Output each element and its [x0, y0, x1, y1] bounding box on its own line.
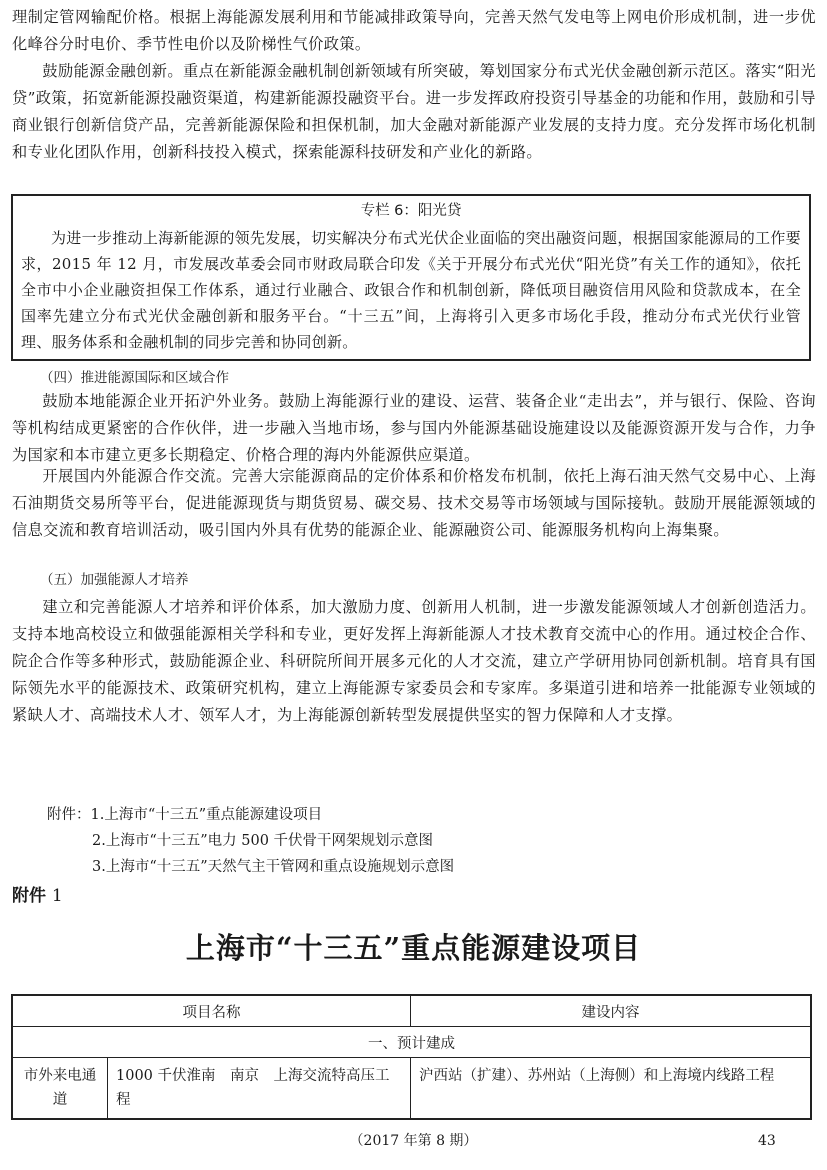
- paragraph-cooperation-exchange: 开展国内外能源合作交流。完善大宗能源商品的定价体系和价格发布机制，依托上海石油天然气交易中心、上海石油期货交易所等平台，促进能源现货与期货贸易、碳交易、技术交易等市场领域与国际接轨。鼓励开展能源领域的信息交流和教育培训活动，吸引国内外具有优势的能源企业、能源融资公司、能源服务机构向上海集聚。: [12, 467, 816, 539]
- issue-footer: （2017 年第 8 期）: [349, 1133, 478, 1149]
- table-header-row: [12, 995, 811, 1027]
- attachment-item: 1.上海市“十三五”重点能源建设项目: [90, 807, 323, 823]
- paragraph-pricing: 理制定管网输配价格。根据上海能源发展利用和节能减排政策导向，完善天然气发电等上网电价形成机制，进一步优化峰谷分时电价、季节性电价以及阶梯性气价政策。: [12, 8, 816, 53]
- table-section-row: [12, 1027, 811, 1058]
- attachment-label: 附件：: [47, 807, 91, 823]
- annex-label-text: 附件: [12, 886, 46, 906]
- header-project-name: 项目名称: [12, 995, 411, 1027]
- attachment-item: 2.上海市“十三五”电力 500 千伏骨干网架规划示意图: [92, 833, 434, 849]
- attachment-list: [47, 804, 322, 826]
- paragraph-outbound-business: 鼓励本地能源企业开拓沪外业务。鼓励上海能源行业的建设、运营、装备企业“走出去”，并与银行、保险、咨询等机构结成更紧密的合作伙伴，进一步融入当地市场，参与国内外能源基础设施建设以及能源资源开发与合作，力争为国家和本市建立更多长期稳定、价格合理的海内外能源供应渠道。: [12, 392, 816, 464]
- annex-label: [12, 884, 63, 908]
- section-heading-5: （五）加强能源人才培养: [40, 572, 189, 588]
- annex-number: 1: [51, 886, 63, 906]
- header-construction-content: 建设内容: [411, 995, 812, 1027]
- document-title: 上海市“十三五”重点能源建设项目: [185, 931, 642, 965]
- row-content: 沪西站（扩建）、苏州站（上海侧）和上海境内线路工程: [411, 1058, 812, 1120]
- projects-table: [11, 994, 812, 1120]
- row-project-name: 1000 千伏淮南 南京 上海交流特高压工程: [108, 1058, 411, 1120]
- paragraph-energy-finance: 鼓励能源金融创新。重点在新能源金融机制创新领域有所突破，筹划国家分布式光伏金融创新示范区。落实“阳光贷”政策，拓宽新能源投融资渠道，构建新能源投融资平台。进一步发挥政府投资引导基金的功能和作用，鼓励和引导商业银行创新信贷产品，完善新能源保险和担保机制，加大金融对新能源产业发展的支持力度。充分发挥市场化机制和专业化团队作用，创新科技投入模式，探索能源科技研发和产业化的新路。: [12, 62, 816, 161]
- section-label: 一、预计建成: [12, 1027, 811, 1058]
- table-row: [12, 1058, 811, 1120]
- attachment-item: 3.上海市“十三五”天然气主干管网和重点设施规划示意图: [92, 859, 455, 875]
- sunshine-loan-box: [11, 194, 811, 361]
- page-number: 43: [758, 1133, 776, 1149]
- paragraph-talent: 建立和完善能源人才培养和评价体系，加大激励力度、创新用人机制，进一步激发能源领域人才创新创造活力。支持本地高校设立和做强能源相关学科和专业，更好发挥上海新能源人才技术教育交流中心的作用。通过校企合作、院企合作等多种形式，鼓励能源企业、科研院所间开展多元化的人才交流，建立产学研用协同创新机制。培育具有国际领先水平的能源技术、政策研究机构，建立上海能源专家委员会和专家库。多渠道引进和培养一批能源专业领域的紧缺人才、高端技术人才、领军人才，为上海能源创新转型发展提供坚实的智力保障和人才支撑。: [12, 598, 816, 724]
- box-text: 为进一步推动上海新能源的领先发展，切实解决分布式光伏企业面临的突出融资问题，根据国家能源局的工作要求，2015 年 12 月，市发展改革委会同市财政局联合印发《关于开展分布式光伏“阳光贷”有关工作的通知》，依托全市中小企业融资担保工作体系，通过行业融合、政银合作和机制创新，降低项目融资信用风险和贷款成本，在全国率先建立分布式光伏金融创新和服务平台。“十三五”间，上海将引入更多市场化手段，推动分布式光伏行业管理、服务体系和金融机制的同步完善和协同创新。: [21, 229, 801, 351]
- section-heading-4: （四）推进能源国际和区域合作: [40, 370, 229, 386]
- box-title: 专栏 6：阳光贷: [360, 203, 462, 219]
- row-category: 市外来电通道: [12, 1058, 108, 1120]
